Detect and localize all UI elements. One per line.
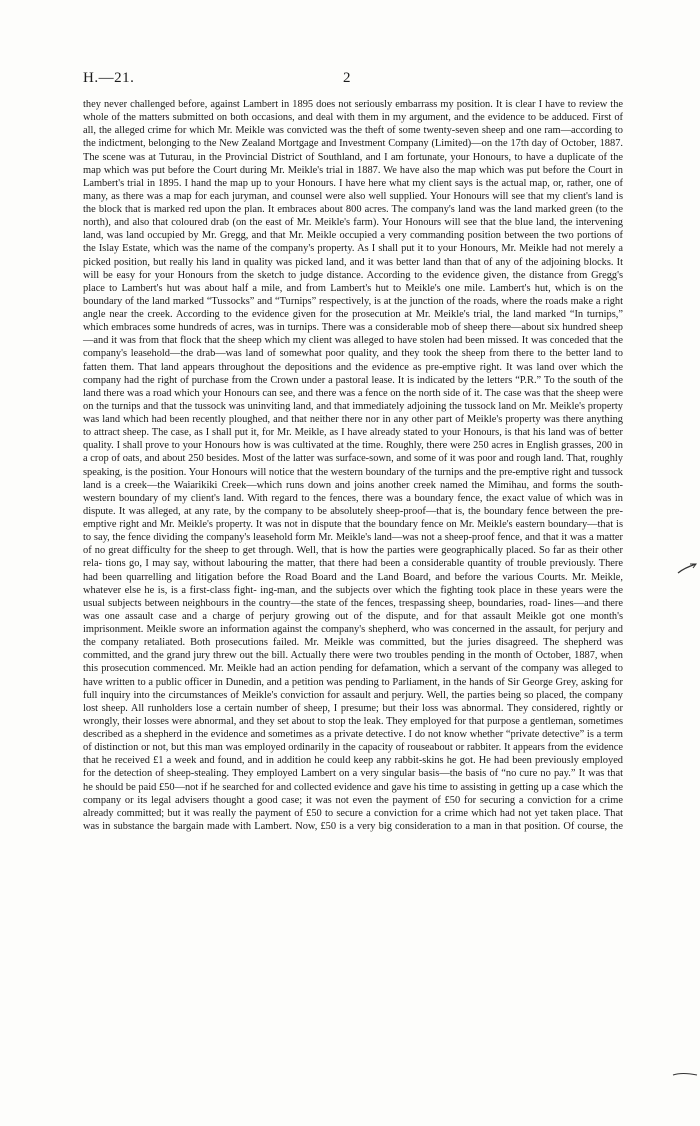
page-header: [83, 70, 623, 92]
document-reference: H.—21.: [83, 70, 135, 86]
margin-pen-mark-icon: [676, 562, 698, 576]
margin-dash-mark-icon: [672, 1070, 698, 1080]
body-paragraph: they never challenged before, against Lambert in 1895 does not seriously embarrass my position. It is clear I have to review the whole of the matters submitted on both occasions, and deal with them in my argument, and the evidence to be adduced. First of all, the alleged crime for which Mr. Meikle was convicted was the theft of some twenty-seven sheep and one ram—according to the indictment, belonging to the New Zealand Mortgage and Investment Company (Limited)—on the 17th day of October, 1887. The scene was at Tuturau, in the Provincial District of Southland, and I am fortunate, your Honours, to have a duplicate of the map which was put before the Court during Mr. Meikle's trial in 1887. We have also the map which was put before the Court in Lambert's trial in 1895. I hand the map up to your Honours. I have here what my client says is the actual map, or, rather, one of many, as there was a map for each juryman, and counsel were also well supplied. Your Honours will see that my client's land is the block that is marked red upon the plan. It embraces about 800 acres. The company's land was the land marked green (to the north), and also that coloured drab (on the east of Mr. Meikle's farm). Your Honours will see that the blue land, the intervening land, was land occupied by Mr. Gregg, and that Mr. Meikle occupied a very commanding position between the two portions of the Islay Estate, which was the name of the company's property. As I shall put it to your Honours, Mr. Meikle had not merely a picked position, but really his land in quality was picked land, and it was better land than that of any of the adjoining blocks. It will be easy for your Honours from the sketch to judge distance. According to the evidence given, the distance from Gregg's place to Lambert's hut was about half a mile, and from Lambert's hut to Meikle's one mile. Lambert's hut, which is on the boundary of the land marked “Tussocks” and “Turnips” respectively, is at the junction of the roads, where the roads make a right angle near the creek. According to the evidence given for the prosecution at Mr. Meikle's trial, the land marked “In turnips,” which embraces some hundreds of acres, was in turnips. There was a considerable mob of sheep there—about six hundred sheep—and it was from that flock that the sheep which my client was alleged to have stolen had been missed. It was conceded that the company's leasehold—the drab—was land of somewhat poor quality, and they took the sheep from there to the better land to fatten them. That land appears throughout the depositions and the evidence as pre-emptive right. It was land over which the company had the right of purchase from the Crown under a pastoral lease. It is indicated by the letters “P.R.” To the south of the land there was a road which your Honours can see, and there was a fence on the north side of it. The case was that the sheep were on the turnips and that the tussock was uninviting land, and that immediately adjoining the tussock land on Mr. Meikle's property was land which had been recently ploughed, and that neither there nor in any other part of Meikle's property was there anything to attract sheep. The case, as I shall put it, for Mr. Meikle, as I have already stated to your Honours, is that his land was of better quality. I shall prove to your Honours how is was cultivated at the time. Roughly, there were 250 acres in English grasses, 200 in a crop of oats, and about 250 besides. Most of the latter was surface-sown, and some of it was poor and rough land. That, roughly speaking, is the position. Your Honours will notice that the western boundary of the turnips and the pre-emptive right and tussock land is a creek—the Waiarikiki Creek—which runs down and joins another creek named the Mimihau, and forms the south-western boundary of my client's land. With regard to the fences, there was a boundary fence, the exact value of which was in dispute. It was alleged, at any rate, by the company to be absolutely sheep-proof—that is, the boundary fence between the pre-emptive right and Mr. Meikle's property. It was not in dispute that the boundary fence on Mr. Meikle's eastern boundary—that is to say, the fence dividing the company's leasehold form Mr. Meikle's land—was not a sheep-proof fence, and that it was a matter of no great difficulty for the sheep to get through. Well, that is how the parties were geographically placed. So far as their other rela- tions go, I may say, without labouring the matter, that there had been a considerable quantity of trouble previously. There had been quarrelling and litigation before the Road Board and the Land Board, and before the various Courts. Mr. Meikle, whatever else he is, is a first-class fight- ing-man, and the subjects over which the fighting took place in these years were the usual subjects between neighbours in the country—the state of the fences, trespassing sheep, boundaries, road- lines—and there was one assault case and a charge of perjury growing out of the dispute, and for that assault Meikle got one month's imprisonment. Meikle swore an information against the company's shepherd, who was concerned in the assault, for perjury and the company retaliated. Both prosecutions failed. Mr. Meikle was committed, but the juries disagreed. The shepherd was committed, and the grand jury threw out the bill. Actually there were two troubles pending in the month of October, 1887, when this prosecution commenced. Mr. Meikle had an action pending for defamation, which a servant of the company was alleged to have written to a public officer in Dunedin, and a petition was pending to Parliament, in the hands of Sir George Grey, asking for full inquiry into the circumstances of Meikle's conviction for assault and perjury. Well, the parties being so placed, the company lost sheep. All runholders lose a certain number of sheep, I presume; but their loss was abnormal. They considered, rightly or wrongly, their losses were abnormal, and they set about to stop the leak. They employed for that purpose a gentleman, sometimes described as a shepherd in the evidence and sometimes as a private detective. I do not know whether “private detective” is a term of distinction or not, but this man was employed ordinarily in the capacity of rouseabout or rabbiter. It appears from the evidence that he received £1 a week and found, and in addition he could keep any rabbit-skins he got. He had been previously employed for the detection of sheep-stealing. They employed Lambert on a very singular basis—the basis of “no cure no pay.” It was that he should be paid £50—not if he searched for and collected evidence and gave his time to assisting in getting up a case which the company or its legal advisers thought a good case; it was not even the payment of £50 for securing a conviction for a crime already committed; but it was really the payment of £50 to secure a conviction for a crime which had not yet taken place. That was in substance the bargain made with Lambert. Now, £50 is a very big consideration to a man in that position. Of course, the: [83, 99, 623, 832]
body-text-block: [83, 98, 623, 833]
page-number: 2: [343, 70, 351, 86]
